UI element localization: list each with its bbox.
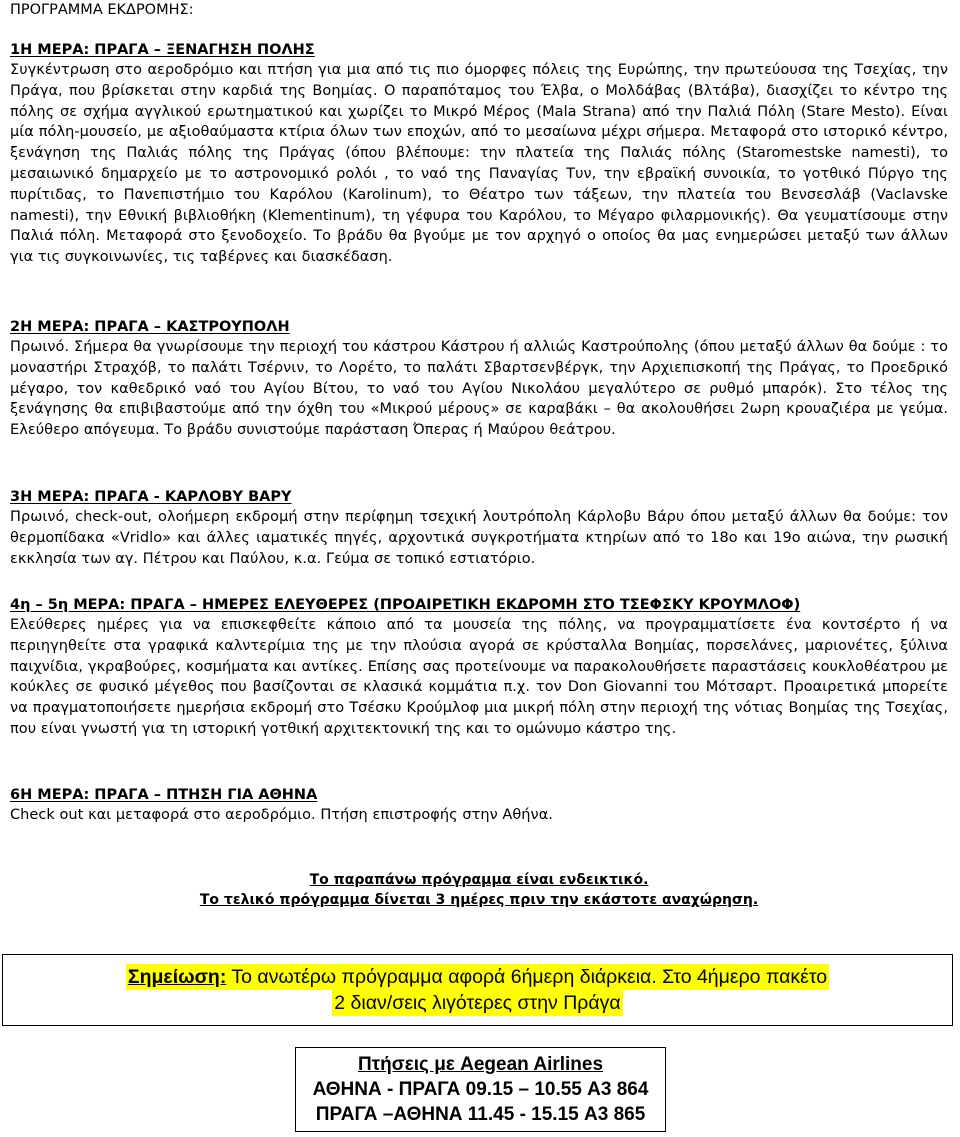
note-line-2: 2 διαν/σεις λιγότερες στην Πράγα bbox=[334, 992, 621, 1014]
day-6-section bbox=[10, 785, 948, 826]
flights-box bbox=[295, 1047, 666, 1132]
day-3-text: Πρωινό, check-out, ολοήμερη εκδρομή στην περίφημη τσεχική λουτρόπολη Κάρλοβυ Βάρυ όπου μεταξύ άλλων θα δούμε: τον θερμοπίδακα «Vridlo» και άλλες ιαματικές πηγές, αρχοντικά συγκροτήματα κτηρίων από το 18ο και 19ο αιώνα, την ρωσική εκκλησία των αγ. Πέτρου και Παύλου, κ.α. Γεύμα σε τοπικό εστιατόριο. bbox=[10, 509, 948, 567]
day-4-5-section bbox=[10, 595, 948, 740]
flight-outbound: ΑΘΗΝΑ - ΠΡΑΓΑ 09.15 – 10.55 A3 864 bbox=[312, 1079, 649, 1100]
flights-title: Πτήσεις με Aegean Airlines bbox=[357, 1054, 604, 1075]
day-3-title: 3Η ΜΕΡΑ: ΠΡΑΓΑ - ΚΑΡΛΟΒΥ ΒΑΡΥ bbox=[10, 489, 292, 505]
disclaimer-line-2: Το τελικό πρόγραμμα δίνεται 3 ημέρες πριν την εκάστοτε αναχώρηση. bbox=[199, 892, 759, 908]
day-2-title: 2Η ΜΕΡΑ: ΠΡΑΓΑ – ΚΑΣΤΡΟΥΠΟΛΗ bbox=[10, 319, 290, 335]
day-3-section bbox=[10, 487, 948, 569]
day-1-title: 1Η ΜΕΡΑ: ΠΡΑΓΑ – ΞΕΝΑΓΗΣΗ ΠΟΛΗΣ bbox=[10, 42, 315, 58]
page-title: ΠΡΟΓΡΑΜΜΑ ΕΚΔΡΟΜΗΣ: bbox=[10, 2, 194, 18]
day-2-text: Πρωινό. Σήμερα θα γνωρίσουμε την περιοχή του κάστρου Κάστρου ή αλλιώς Καστρούπολης (όπου μεταξύ άλλων θα δούμε : το μοναστήρι Στραχόβ, το παλάτι Τσέρνιν, το Λορέτο, το παλάτι Σβαρτσενβέργκ, την Αρχιεπισκοπή της Πράγας, το Προεδρικό μέγαρο, τον καθεδρικό ναό του Αγίου Βίτου, το ναό του Αγίου Νικολάου μεγαλύτερο σε ρυθμό μπαρόκ). Στο τέλος της ξενάγησης θα επιβιβαστούμε από την όχθη του «Μικρού μέρους» σε καραβάκι – θα ακολουθήσει 2ωρη κρουαζιέρα με γεύμα. Ελεύθερο απόγευμα. Το βράδυ συνιστούμε παράσταση Όπερας ή Μαύρου θεάτρου. bbox=[10, 339, 948, 439]
day-6-text: Check out και μεταφορά στο αεροδρόμιο. Πτήση επιστροφής στην Αθήνα. bbox=[10, 807, 553, 823]
disclaimer bbox=[10, 870, 948, 910]
note-label: Σημείωση: bbox=[127, 966, 227, 988]
day-6-title: 6Η ΜΕΡΑ: ΠΡΑΓΑ – ΠΤΗΣΗ ΓΙΑ ΑΘΗΝΑ bbox=[10, 787, 318, 803]
day-4-5-text: Ελεύθερες ημέρες για να επισκεφθείτε κάποιο από τα μουσεία της πόλης, να προγραμματίσετε ένα κοντσέρτο ή να περιηγηθείτε στα γραφικά καλντερίμια της με την πλούσια αγορά σε κρύσταλλα Βοημίας, πορσελάνες, μαριονέτες, ξύλινα παιχνίδια, γκραβούρες, κοσμήματα και αντίκες. Επίσης σας προτείνουμε να παρακολουθήσετε παραστάσεις κουκλοθέατρου με κούκλες σε φυσικό μέγεθος που βασίζονται σε κλασικά κομμάτια π.χ. τον Don Giovanni του Μότσαρτ. Προαιρετικά μπορείτε να πραγματοποιήσετε ημερήσια εκδρομή στο Τσέσκυ Κρούμλοφ μια μικρή πόλη στην περιοχή της νότιας Βοημίας της Τσεχίας, που είναι γνωστή για τη ιστορική γοτθική αρχιτεκτονική της και το ομώνυμο κάστρο της. bbox=[10, 617, 948, 737]
disclaimer-line-1: Το παραπάνω πρόγραμμα είναι ενδεικτικό. bbox=[309, 872, 649, 888]
day-1-text: Συγκέντρωση στο αεροδρόμιο και πτήση για μια από τις πιο όμορφες πόλεις της Ευρώπης, την πρωτεύουσα της Τσεχίας, την Πράγα, που βρίσκεται στην καρδιά της Βοημίας. Ο παραπόταμος του Έλβα, ο Μολδάβας (Βλτάβα), διασχίζει το κέντρο της πόλης σε σχήμα αγγλικού ερωτηματικού και χωρίζει το Μικρό Μέρος (Mala Strana) από την Παλιά Πόλη (Stare Mesto). Είναι μία πόλη-μουσείο, με αξιοθαύμαστα κτίρια όλων των εποχών, από το μεσαίωνα μέχρι σήμερα. Μεταφορά στο ιστορικό κέντρο, ξενάγηση της Παλιάς πόλης της Πράγας (όπου βλέπουμε: την πλατεία της Παλιάς πόλης (Staromestske namesti), το μεσαιωνικό δημαρχείο με το αστρονομικό ρολόι , το ναό της Παναγίας Tυν, την εβραϊκή συνοικία, το γοτθικό Πύργο της πυρίτιδας, το Πανεπιστήμιο του Καρόλου (Karolinum), το Θέατρο των τάξεων, την πλατεία του Βενσεσλάβ (Vaclavske namesti), την Εθνική βιβλιοθήκη (Klementinum), τη γέφυρα του Καρόλου, το Μέγαρο φιλαρμονικής). Θα γευματίσουμε στην Παλιά πόλη. Μεταφορά στο ξενοδοχείο. Το βράδυ θα βγούμε με τον αρχηγό ο οποίος θα μας ενημερώσει μεταξύ των άλλων για τις συγκοινωνίες, τις ταβέρνες και διασκέδαση. bbox=[10, 62, 948, 266]
note-line-1 bbox=[126, 964, 829, 990]
day-4-5-title: 4η – 5η ΜΕΡΑ: ΠΡΑΓΑ – ΗΜΕΡΕΣ ΕΛΕΥΘΕΡΕΣ (ΠΡΟΑΙΡΕΤΙΚΗ ΕΚΔΡΟΜΗ ΣΤΟ ΤΣΕΦΣΚΥ ΚΡΟΥΜΛΟΦ) bbox=[10, 597, 801, 613]
note-box bbox=[2, 954, 953, 1026]
note-text-1: Το ανωτέρω πρόγραμμα αφορά 6ήμερη διάρκεια. Στο 4ήμερο πακέτο bbox=[226, 966, 828, 988]
day-2-section bbox=[10, 317, 948, 441]
day-1-section bbox=[10, 40, 948, 268]
flight-inbound: ΠΡΑΓΑ –ΑΘΗΝΑ 11.45 - 15.15 A3 865 bbox=[315, 1104, 646, 1125]
